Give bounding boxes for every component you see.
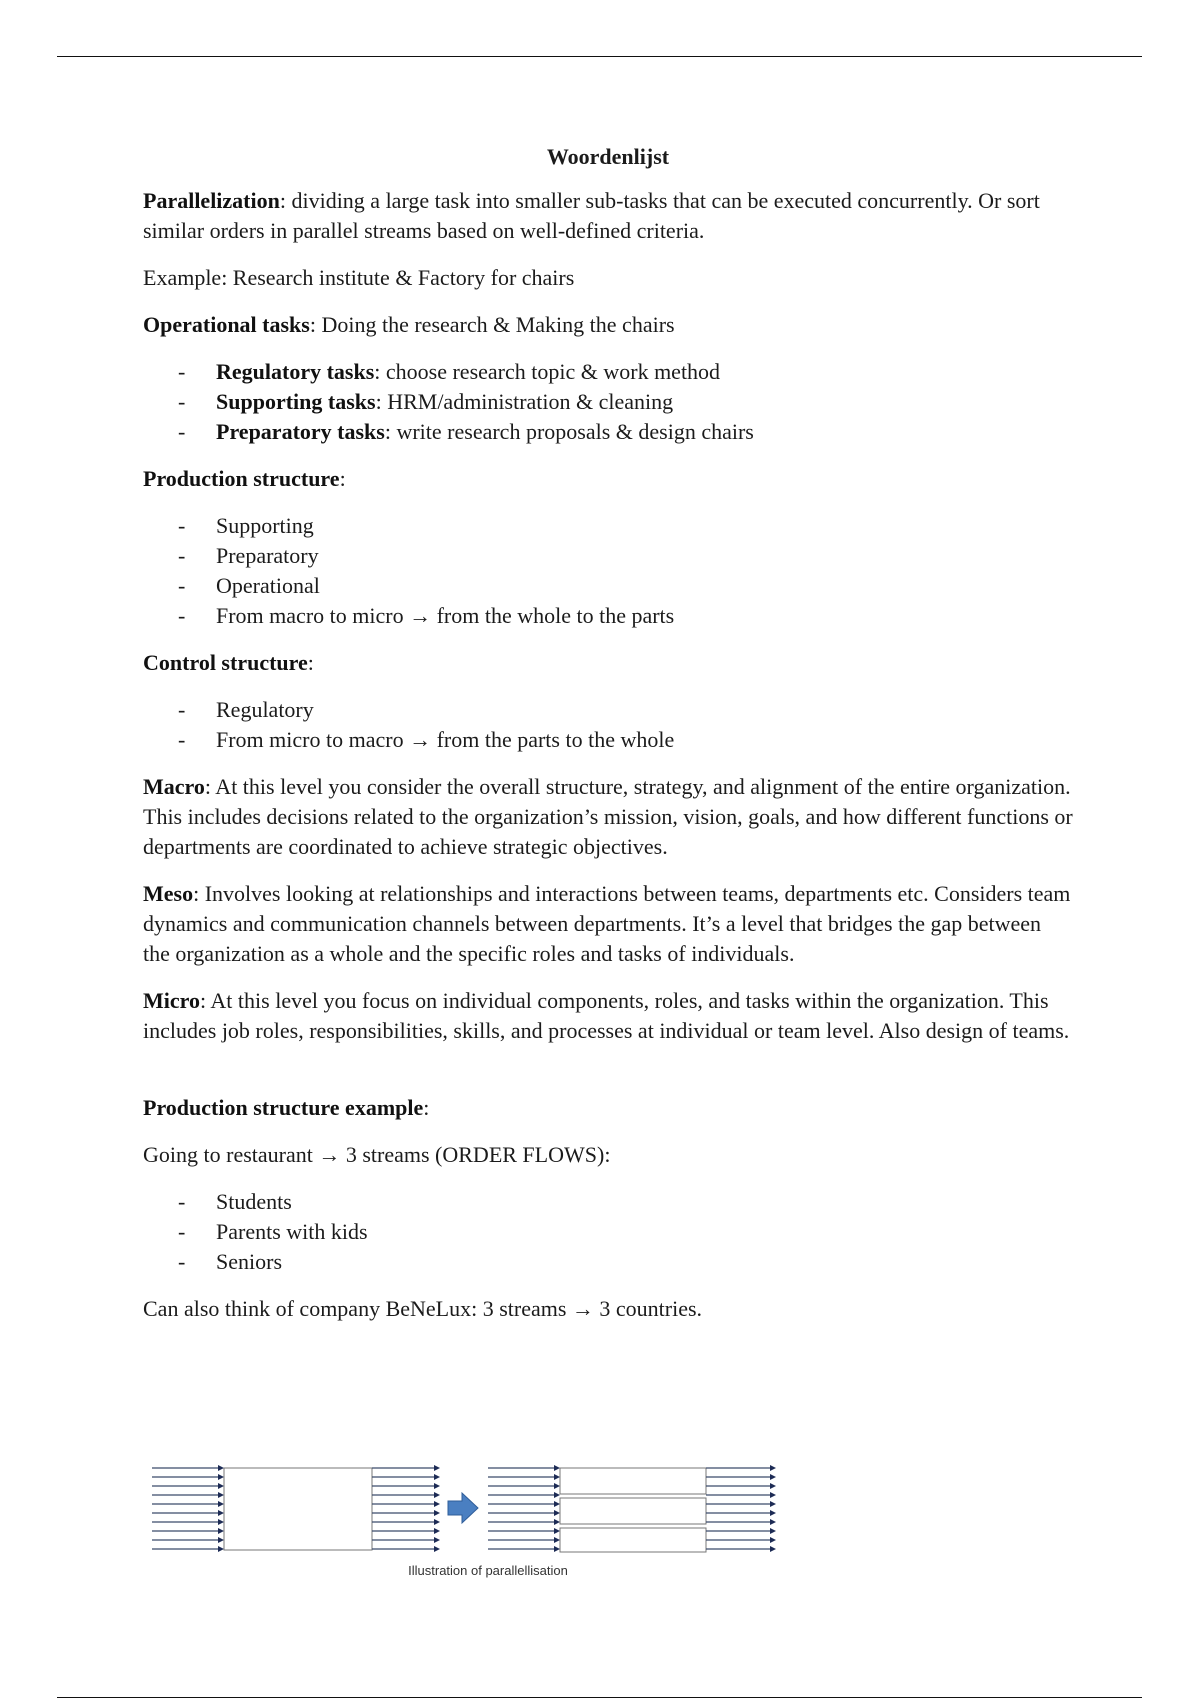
arrowhead (218, 1483, 224, 1489)
arrowhead (554, 1501, 560, 1507)
arrowhead (770, 1546, 776, 1552)
document-body (143, 142, 1073, 1341)
production-list (143, 511, 1073, 631)
arrowhead (218, 1465, 224, 1471)
definition-micro (143, 986, 1073, 1046)
task-list (143, 357, 1073, 447)
heading-control-structure: Control structure: (143, 650, 314, 675)
arrowhead (770, 1510, 776, 1516)
term: Preparatory tasks (216, 419, 385, 444)
arrowhead (218, 1501, 224, 1507)
arrowhead (434, 1483, 440, 1489)
page-title: Woordenlijst (546, 144, 670, 169)
footer-rule (57, 1697, 1142, 1698)
term: Production structure (143, 466, 340, 491)
definition-meso (143, 879, 1073, 969)
definition-text: : HRM/administration & cleaning (375, 389, 674, 414)
benelux-line: Can also think of company BeNeLux: 3 streams → 3 countries. (143, 1296, 703, 1321)
arrowhead (434, 1528, 440, 1534)
parallel-process-box (560, 1528, 706, 1552)
term: Macro (143, 774, 205, 799)
arrowhead (770, 1483, 776, 1489)
arrowhead (434, 1501, 440, 1507)
header-rule (57, 56, 1142, 57)
definition-text: : Doing the research & Making the chairs (309, 312, 675, 337)
list-item: - From micro to macro → from the parts to the whole (143, 725, 1073, 755)
arrowhead (554, 1519, 560, 1525)
arrowhead (218, 1546, 224, 1552)
parallel-process-box (560, 1498, 706, 1524)
list-item: - Parents with kids (143, 1217, 1073, 1247)
arrowhead (770, 1519, 776, 1525)
heading-production-example: Production structure example: (143, 1095, 430, 1120)
list-item: - Operational (143, 571, 1073, 601)
arrowhead (218, 1510, 224, 1516)
arrowhead (554, 1465, 560, 1471)
term: Operational tasks (143, 312, 310, 337)
arrowhead (770, 1474, 776, 1480)
arrowhead (554, 1537, 560, 1543)
list-item: - Seniors (143, 1247, 1073, 1277)
arrowhead (770, 1537, 776, 1543)
list-item: - From macro to micro → from the whole to the parts (143, 601, 1073, 631)
term: Micro (143, 988, 201, 1013)
arrowhead (434, 1546, 440, 1552)
arrowhead (218, 1537, 224, 1543)
arrowhead (218, 1528, 224, 1534)
single-process-box (224, 1468, 372, 1550)
arrowhead (434, 1510, 440, 1516)
transform-arrow-icon (448, 1493, 478, 1523)
arrowhead (770, 1492, 776, 1498)
definition-text: : At this level you focus on individual components, roles, and tasks within the organization. This includes job roles, responsibilities, skills, and processes at individual or team level. Also design of teams. (143, 988, 1070, 1043)
arrowhead (218, 1492, 224, 1498)
arrowhead (434, 1474, 440, 1480)
list-item: - Supporting (143, 511, 1073, 541)
term: Control structure (143, 650, 308, 675)
example-line: Example: Research institute & Factory for chairs (143, 265, 575, 290)
list-item (143, 357, 1073, 387)
definition-operational (143, 310, 1073, 340)
figure-caption: Illustration of parallellisation (408, 1563, 568, 1578)
arrowhead (554, 1546, 560, 1552)
arrowhead (434, 1537, 440, 1543)
arrowhead (554, 1510, 560, 1516)
term: Meso (143, 881, 194, 906)
definition-text: : choose research topic & work method (374, 359, 721, 384)
arrowhead (218, 1519, 224, 1525)
arrowhead (434, 1519, 440, 1525)
arrowhead (554, 1483, 560, 1489)
list-item: - Regulatory (143, 695, 1073, 725)
list-item: - Preparatory (143, 541, 1073, 571)
list-item (143, 417, 1073, 447)
arrowhead (434, 1492, 440, 1498)
term: Parallelization (143, 188, 280, 213)
arrowhead (770, 1501, 776, 1507)
definition-macro (143, 772, 1073, 862)
arrowhead (770, 1465, 776, 1471)
spacer (143, 1063, 1073, 1093)
parallelisation-figure (148, 1460, 788, 1580)
arrowhead (434, 1465, 440, 1471)
list-item: - Students (143, 1187, 1073, 1217)
arrowhead (554, 1528, 560, 1534)
restaurant-list (143, 1187, 1073, 1277)
term: Production structure example (143, 1095, 424, 1120)
arrowhead (554, 1474, 560, 1480)
parallelisation-diagram (148, 1460, 788, 1560)
term: Regulatory tasks (216, 359, 375, 384)
definition-parallelization (143, 186, 1073, 246)
control-list (143, 695, 1073, 755)
list-item (143, 387, 1073, 417)
restaurant-line: Going to restaurant → 3 streams (ORDER FLOWS): (143, 1142, 611, 1167)
parallel-process-box (560, 1468, 706, 1494)
definition-text: : At this level you consider the overall structure, strategy, and alignment of the entire organization. This includes decisions related to the organization’s mission, vision, goals, and how different functions or departments are coordinated to achieve strategic objectives. (143, 774, 1073, 859)
definition-text: : write research proposals & design chairs (384, 419, 754, 444)
heading-production-structure: Production structure: (143, 466, 346, 491)
arrowhead (554, 1492, 560, 1498)
arrowhead (218, 1474, 224, 1480)
arrowhead (770, 1528, 776, 1534)
definition-text: : Involves looking at relationships and interactions between teams, departments etc. Considers team dynamics and communication channels between departments. It’s a level that bridges the gap between the organization as a whole and the specific roles and tasks of individuals. (143, 881, 1071, 966)
definition-text: : dividing a large task into smaller sub-tasks that can be executed concurrently. Or sort similar orders in parallel streams based on well-defined criteria. (143, 188, 1040, 243)
term: Supporting tasks (216, 389, 376, 414)
